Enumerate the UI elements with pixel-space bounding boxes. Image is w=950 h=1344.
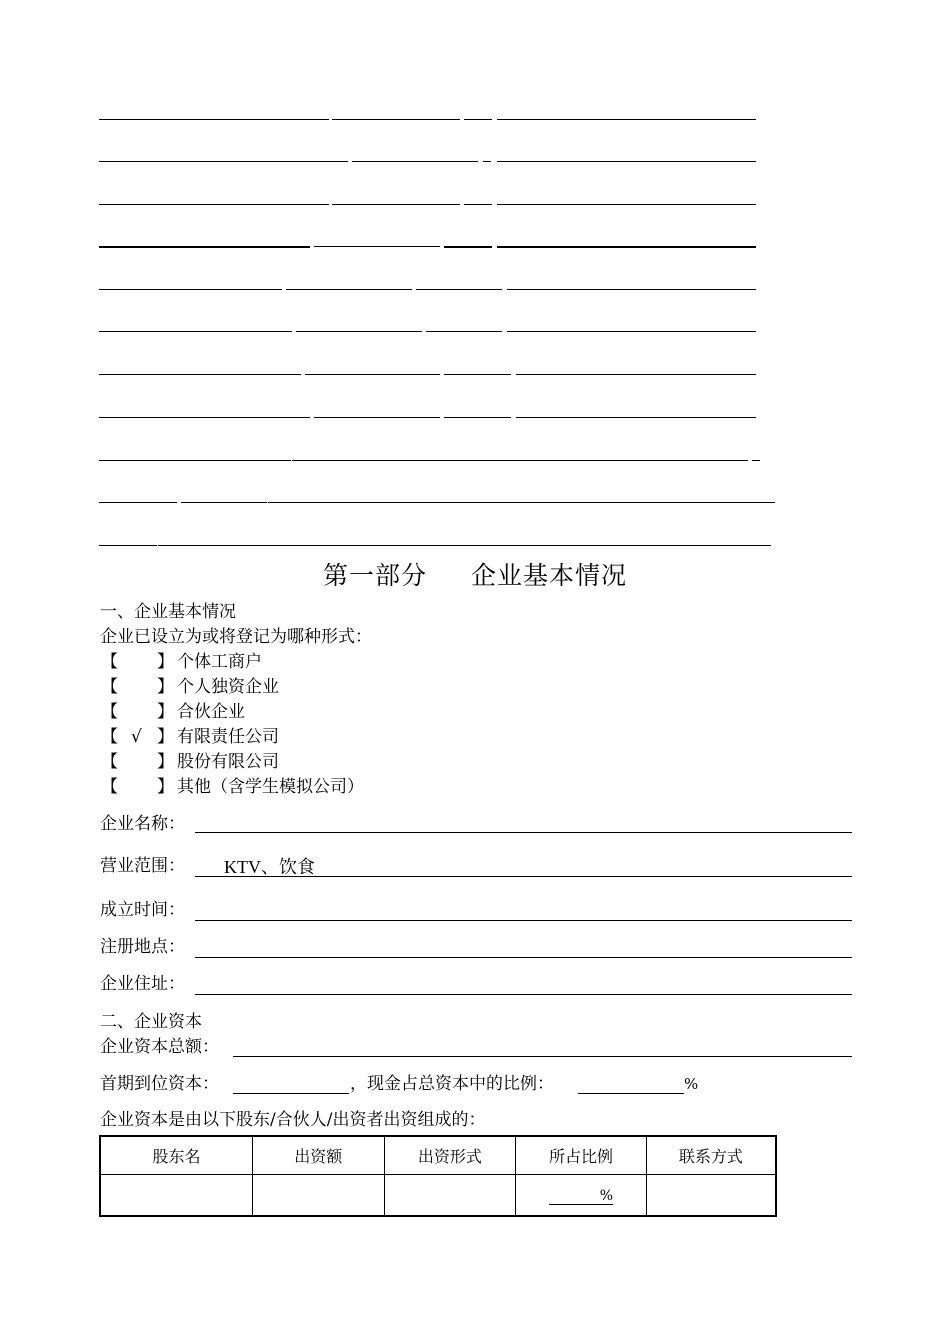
form-type-option[interactable] [101,651,262,673]
blank-line [497,161,756,162]
bracket-close: 】 [157,702,174,722]
blank-line [464,204,492,205]
checkbox-bracket[interactable] [101,651,174,673]
business-scope-value-latin: KTV、 [224,857,279,877]
table-header-row [100,1136,776,1175]
table-row [100,1175,776,1217]
blank-line [286,289,412,290]
option-label: 个人独资企业 [177,677,279,697]
blank-line [497,119,756,120]
form-type-option[interactable] [101,751,279,773]
bracket-close: 】 [157,652,174,672]
form-type-option[interactable] [101,676,279,698]
blank-line [99,502,177,503]
initial-capital-field[interactable] [233,1093,349,1094]
blank-line [181,502,267,503]
cell-form[interactable] [384,1175,516,1217]
blank-line [444,374,511,375]
option-label: 个体工商户 [177,652,262,672]
capital-composition-text: 企业资本是由以下股东/合伙人/出资者出资组成的： [100,1110,486,1130]
bracket-open: 【 [101,652,118,672]
business-scope-value-cn: 饮食 [279,857,315,878]
blank-line [483,161,491,162]
business-scope-label: 营业范围： [100,856,185,876]
cell-amount[interactable] [253,1175,385,1217]
form-type-option[interactable] [101,726,279,748]
bracket-open: 【 [101,727,118,747]
blank-line [752,460,760,461]
checkbox-bracket[interactable] [101,776,174,798]
option-label: 合伙企业 [177,702,245,722]
section2-heading: 二、企业资本 [100,1012,202,1032]
blank-line [416,289,502,290]
blank-line [497,204,756,205]
blank-line [444,417,511,418]
checkbox-bracket[interactable] [101,701,174,723]
company-name-label: 企业名称： [100,814,185,834]
blank-line [516,417,756,418]
founded-date-label: 成立时间： [100,900,185,920]
bracket-open: 【 [101,777,118,797]
company-name-field[interactable] [195,832,852,833]
blank-line [314,417,440,418]
blank-line [507,289,756,290]
bracket-open: 【 [101,677,118,697]
checkbox-bracket[interactable] [101,676,174,698]
registered-place-label: 注册地点： [100,937,185,957]
bracket-open: 【 [101,752,118,772]
option-label: 有限责任公司 [177,727,279,747]
blank-line [99,119,329,120]
col-header-contact: 联系方式 [646,1136,776,1175]
initial-capital-label: 首期到位资本： [100,1074,219,1094]
cell-ratio[interactable] [516,1175,647,1217]
col-header-form: 出资形式 [384,1136,516,1175]
address-field[interactable] [195,994,852,995]
bracket-close: 】 [157,777,174,797]
founded-date-field[interactable] [195,920,852,921]
checkbox-bracket[interactable] [101,726,174,748]
shareholder-table [99,1135,777,1217]
cash-ratio-field[interactable] [578,1093,684,1094]
option-label: 其他（含学生模拟公司） [177,777,364,797]
blank-line [352,161,478,162]
page-title [0,556,950,592]
blank-line [99,289,282,290]
blank-line [99,460,291,461]
form-type-option[interactable] [101,701,245,723]
bracket-close: 】 [157,677,174,697]
blank-line [268,502,775,503]
address-label: 企业住址： [100,974,185,994]
cash-ratio-percent: % [684,1075,699,1093]
title-part: 第一部分 [322,561,427,590]
bracket-close: 】 [157,752,174,772]
blank-line [464,119,492,120]
blank-line [332,119,460,120]
blank-line [314,246,440,247]
cell-contact[interactable] [646,1175,776,1217]
blank-line [516,374,756,375]
blank-line [99,204,329,205]
blank-line [296,331,422,332]
blank-line [99,374,301,375]
blank-line [99,161,348,162]
business-scope-field[interactable] [195,876,852,877]
blank-line [99,246,310,248]
blank-line [158,545,771,546]
col-header-amount: 出资额 [253,1136,385,1175]
blank-line [444,246,492,248]
col-header-ratio: 所占比例 [516,1136,647,1175]
cash-ratio-label: ，现金占总资本中的比例： [350,1074,554,1094]
bracket-close: 】 [157,727,174,747]
registered-place-field[interactable] [195,957,852,958]
ratio-percent: % [549,1188,613,1205]
blank-line [305,374,440,375]
blank-line [497,246,756,248]
form-type-option[interactable] [101,776,364,798]
total-capital-field[interactable] [233,1056,852,1057]
blank-line [99,417,310,418]
bracket-open: 【 [101,702,118,722]
total-capital-label: 企业资本总额： [100,1037,219,1057]
blank-line [99,545,157,546]
checkbox-bracket[interactable] [101,751,174,773]
blank-line [332,204,460,205]
section1-heading: 一、企业基本情况 [100,602,236,622]
check-mark: √ [131,727,142,747]
col-header-name: 股东名 [100,1136,253,1175]
option-label: 股份有限公司 [177,752,279,772]
form-type-question: 企业已设立为或将登记为哪种形式： [100,627,372,647]
blank-line [426,331,502,332]
blank-line [507,331,756,332]
blank-line [292,460,748,461]
title-name: 企业基本情况 [471,561,628,590]
blank-line [99,331,292,332]
cell-name[interactable] [100,1175,253,1217]
